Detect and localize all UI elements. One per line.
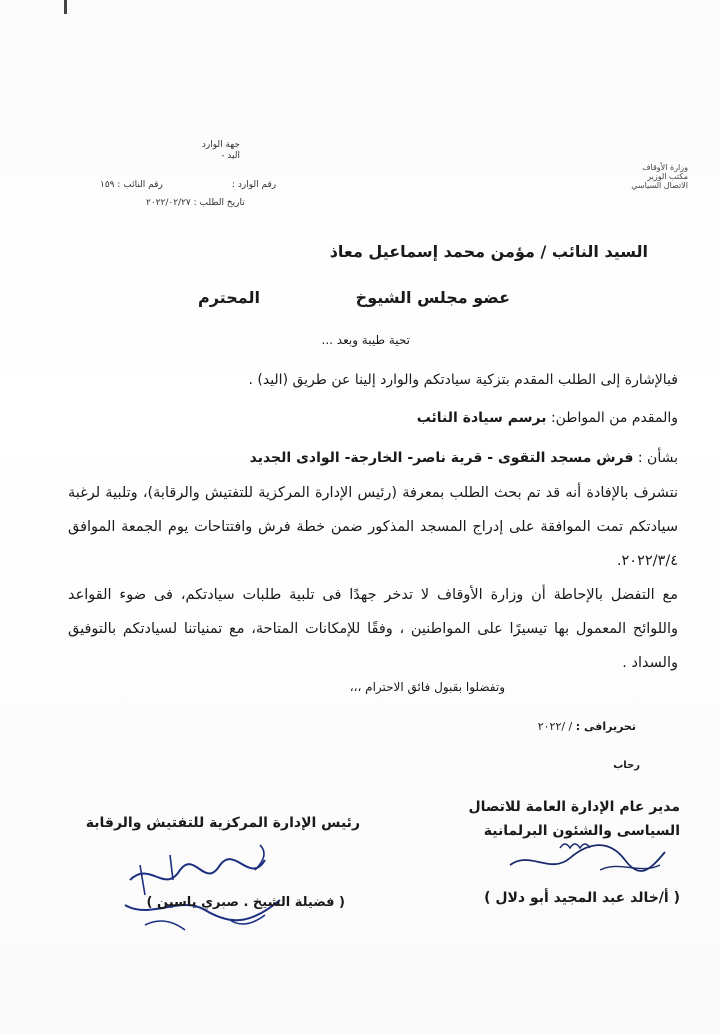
subject-label: بشأن : — [637, 450, 678, 466]
right-title-line-1: مدير عام الإدارة العامة للاتصال — [468, 799, 680, 815]
applicant-label: والمقدم من المواطن: — [550, 410, 678, 426]
incoming-source-label: جهة الوارد — [201, 140, 240, 150]
addressee-slash: / — [540, 242, 547, 261]
applicant-line — [417, 410, 678, 426]
ministry-line-2: مكتب الوزير — [647, 172, 688, 181]
issue-date — [538, 720, 636, 733]
addressee-name: مؤمن محمد إسماعيل معاذ — [329, 242, 535, 261]
binding-mark — [64, 0, 67, 14]
ministry-line-3: الاتصال السياسي — [631, 181, 688, 190]
incoming-source-value: اليد - — [221, 151, 240, 161]
issue-date-label: تحريرافى : — [575, 720, 636, 733]
left-signatory-name: ( فضيلة الشيخ . صبري ياسين ) — [146, 895, 345, 910]
left-signatory-title: رئيس الإدارة المركزية للتفتيش والرقابة — [85, 815, 360, 831]
addressee-title: السيد النائب — [551, 242, 648, 261]
right-signature — [500, 830, 670, 880]
left-signature — [110, 840, 310, 940]
greeting: تحية طيبة وبعد ... — [321, 333, 410, 347]
addressee-line — [330, 242, 648, 261]
applicant-value: برسم سيادة النائب — [416, 410, 547, 426]
subject-line — [250, 450, 678, 466]
deputy-number: رقم النائب : ١٥٩ — [100, 180, 163, 190]
right-signatory-name: ( أ/خالد عبد المجيد أبو دلال ) — [484, 890, 680, 906]
reference-line: فبالإشارة إلى الطلب المقدم بتزكية سيادتكم والوارد إلينا عن طريق (اليد) . — [248, 372, 678, 388]
addressee-honorific: المحترم — [198, 288, 260, 307]
typist-initial: رحاب — [613, 760, 640, 771]
right-title-line-2: السياسى والشئون البرلمانية — [483, 823, 680, 839]
request-date: تاريخ الطلب : ٢٠٢٢/٠٢/٢٧ — [146, 198, 245, 208]
subject-value: فرش مسجد التقوى - قرية ناصر- الخارجة- الوادى الجديد — [249, 450, 634, 466]
paragraph-2: مع التفضل بالإحاطة أن وزارة الأوقاف لا تدخر جهدًا فى تلبية طلبات سيادتكم، فى ضوء القواعد واللوائح المعمول بها تيسيرًا على المواطنين ، وفقًا للإمكانات المتاحة، مع تمنياتنا لسيادتكم بالتوفيق والسداد . — [68, 587, 678, 671]
closing: وتفضلوا بقبول فائق الاحترام ،،، — [349, 680, 505, 694]
incoming-number-label: رقم الوارد : — [232, 180, 277, 190]
addressee-role: عضو مجلس الشيوخ — [355, 288, 510, 307]
paragraph-1: نتشرف بالإفادة أنه قد تم بحث الطلب بمعرفة (رئيس الإدارة المركزية للتفتيش والرقابة)، وتلبية لرغبة سيادتكم تمت الموافقة على إدراج المسجد المذكور ضمن خطة فرش وافتتاحات يوم الجمعة الموافق ٢٠٢٢/٣/٤. — [68, 485, 678, 569]
ministry-line-1: وزارة الأوقاف — [642, 163, 688, 172]
incoming-source-block — [180, 140, 240, 162]
ministry-header — [631, 163, 688, 190]
issue-date-value: / /٢٠٢٢ — [537, 720, 573, 733]
